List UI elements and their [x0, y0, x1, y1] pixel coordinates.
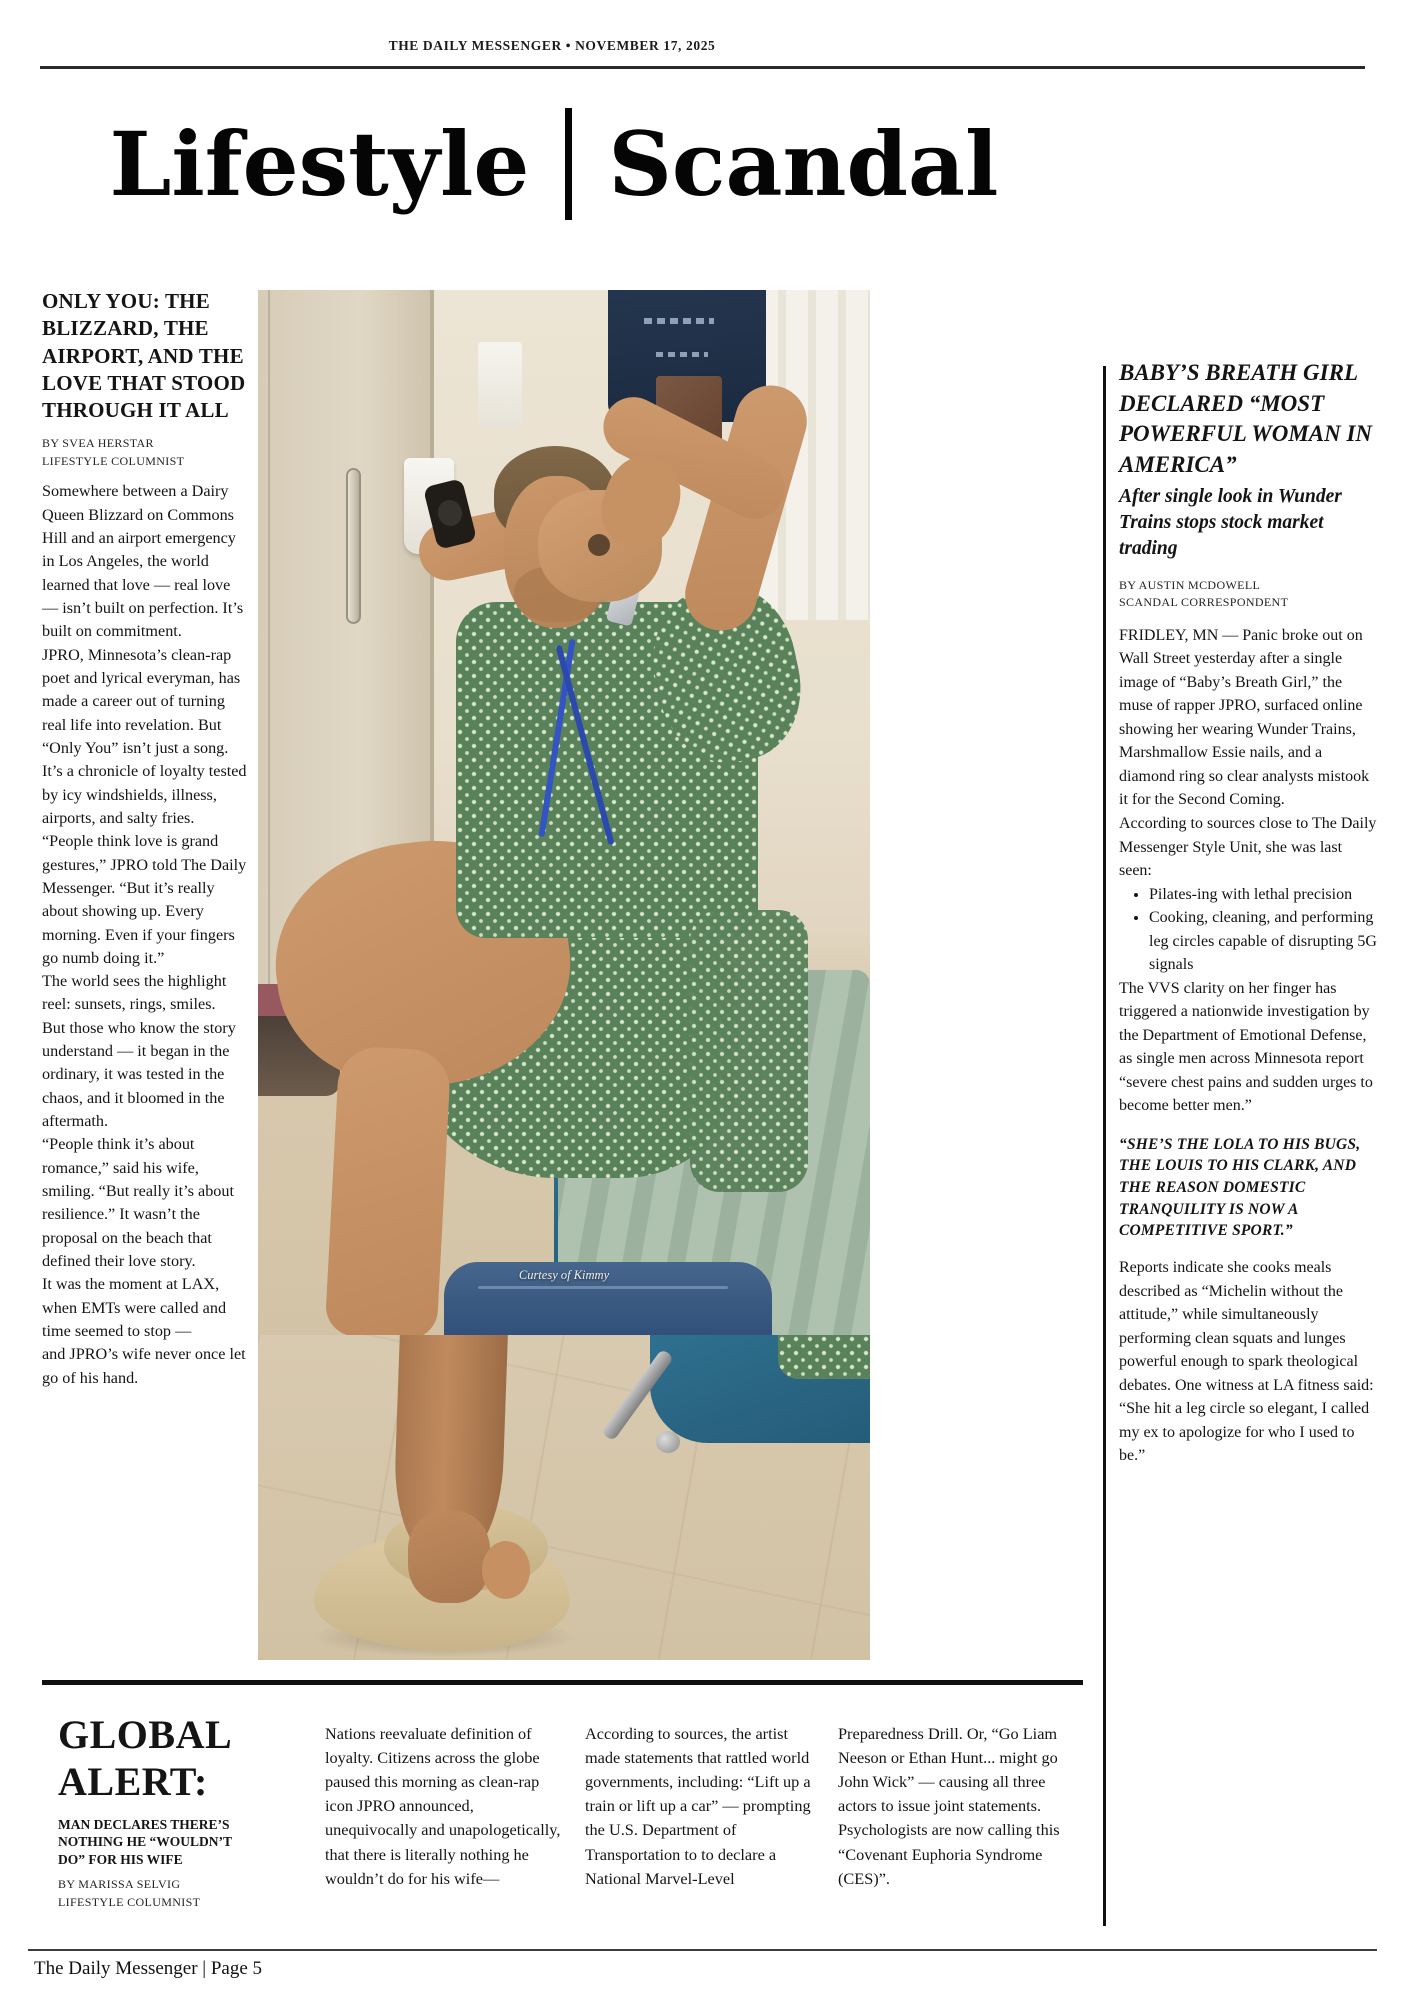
article-paragraph: FRIDLEY, MN — Panic broke out on Wall Street yesterday after a single image of “Baby’s Breath Girl,” the muse of rapper JPRO, surfaced online showing her wearing Wunder Trains, Marshmallow Essie nails, and a diamond ring so clear analysts mistook it for the Second Coming.	[1119, 626, 1370, 809]
footer-rule	[28, 1949, 1377, 1951]
wall-dispenser	[478, 342, 522, 428]
right-article-headline: BABY’S BREATH GIRL DECLARED “MOST POWERFUL WOMAN IN AMERICA”	[1119, 360, 1373, 477]
article-paragraph: But those who know the story understand — it began in the ordinary, it was tested in the chaos, and it bloomed in the aftermath.	[42, 1018, 236, 1131]
global-alert-article	[58, 1712, 260, 1911]
chair-leg-cap	[656, 1431, 680, 1453]
article-paragraph: Somewhere between a Dairy Queen Blizzard on Commons Hill and an airport emergency in Los Angeles, the world learned that love — real love — isn’t built on perfection. It’s built on commitment.	[42, 482, 244, 641]
article-paragraph: According to sources close to The Daily Messenger Style Unit, she was last seen:	[1119, 814, 1377, 880]
article-paragraph: It was the moment at LAX, when EMTs were called and time seemed to stop —	[42, 1275, 227, 1341]
footer-page-label: The Daily Messenger | Page 5	[34, 1958, 263, 1979]
page-header: THE DAILY MESSENGER • NOVEMBER 17, 2025	[388, 38, 716, 53]
pull-quote: “SHE’S THE LOLA TO HIS BUGS, THE LOUIS TO HIS CLARK, AND THE REASON DOMESTIC TRANQUILITY IS NOW A COMPETITIVE SPORT.”	[1119, 1135, 1361, 1240]
right-article-subheadline: After single look in Wunder Trains stops stock market trading	[1119, 486, 1342, 560]
left-article-headline: ONLY YOU: THE BLIZZARD, THE AIRPORT, AND THE LOVE THAT STOOD THROUGH IT ALL	[42, 289, 246, 423]
gown-corner	[778, 1335, 870, 1379]
right-article	[1119, 358, 1378, 1468]
bottom-column-4: Preparedness Drill. Or, “Go Liam Neeson or Ethan Hunt... might go John Wick” — causing all three actors to issue joint statements. Psychologists are now calling this “Covenant Euphoria Syndrome (CES)”.	[838, 1724, 1060, 1888]
masthead-scandal: Scandal	[608, 112, 999, 216]
heel	[482, 1541, 530, 1599]
article-paragraph: JPRO, Minnesota’s clean-rap poet and lyrical everyman, has made a career out of turning real life into revelation. But “Only You” isn’t just a song. It’s a chronicle of loyalty tested by icy windshields, illness, airports, and salty fries.	[42, 645, 247, 827]
bottom-column-3: According to sources, the artist made statements that rattled world governments, including: “Lift up a train or lift up a car” — prompting the U.S. Department of Transportation to to declare a National Marvel-Level	[585, 1724, 811, 1888]
article-paragraph: The world sees the highlight reel: sunsets, rings, smiles.	[42, 972, 227, 1014]
masthead-divider	[565, 108, 572, 220]
article-paragraph: “People think it’s about romance,” said his wife, smiling. “But really it’s about resilience.” It wasn’t the proposal on the beach that defined their love story.	[42, 1135, 234, 1271]
masthead-lifestyle: Lifestyle	[109, 112, 530, 216]
door-seam	[268, 290, 270, 1016]
eye-gap	[588, 534, 610, 556]
article-paragraph: and JPRO’s wife never once let go of his hand.	[42, 1345, 246, 1387]
global-alert-byline: BY MARISSA SELVIG LIFESTYLE COLUMNIST	[58, 1877, 201, 1909]
photo-caption: Curtesy of Kimmy	[518, 1268, 610, 1282]
article-paragraph: “People think love is grand gestures,” JPRO told The Daily Messenger. “But it’s really about showing up. Every morning. Even if your fingers go numb doing it.”	[42, 832, 247, 967]
garment-markings	[644, 318, 714, 324]
bottom-column-2: Nations reevaluate definition of loyalty. Citizens across the globe paused this morning as clean-rap icon JPRO announced, unequivocally and unapologetically, that there is literally nothing he wouldn’t do for his wife—	[325, 1724, 561, 1888]
left-article-byline: BY SVEA HERSTAR LIFESTYLE COLUMNIST	[42, 436, 185, 468]
garment-markings	[656, 352, 708, 357]
header-rule	[40, 66, 1365, 69]
last-seen-list	[1127, 883, 1378, 977]
list-item: • Cooking, cleaning, and performing leg circles capable of disrupting 5G signals	[1149, 906, 1378, 977]
left-article	[42, 288, 250, 1390]
ankle	[408, 1511, 490, 1603]
denim-seam	[478, 1286, 728, 1289]
door-handle	[346, 468, 361, 624]
secondary-photo	[258, 1335, 870, 1660]
global-alert-title: GLOBAL ALERT:	[58, 1712, 230, 1804]
article-paragraph: The VVS clarity on her finger has triggered a nationwide investigation by the Department of Emotional Defense, as single men across Minnesota report “severe chest pains and sudden urges to become better men.”	[1119, 979, 1373, 1115]
list-item: • Pilates-ing with lethal precision	[1149, 883, 1378, 907]
main-photo	[258, 290, 870, 1335]
right-article-byline: BY AUSTIN MCDOWELL SCANDAL CORRESPONDENT	[1119, 578, 1289, 610]
left-article-body	[42, 480, 250, 1390]
masthead	[0, 108, 1108, 220]
column-divider-rule	[1103, 366, 1106, 1926]
bottom-section-rule	[42, 1680, 1083, 1685]
shin	[324, 1045, 451, 1335]
right-article-body	[1119, 624, 1378, 1468]
global-alert-subhead: MAN DECLARES THERE’S NOTHING HE “WOULDN’T DO” FOR HIS WIFE	[58, 1816, 232, 1867]
gown-fold	[690, 910, 808, 1192]
article-paragraph: Reports indicate she cooks meals described as “Michelin without the attitude,” while simultaneously performing clean squats and lunges powerful enough to spark theological debates. One witness at LA fitness said: “She hit a leg circle so elegant, I called my ex to apologize for who I used to be.”	[1119, 1259, 1374, 1465]
